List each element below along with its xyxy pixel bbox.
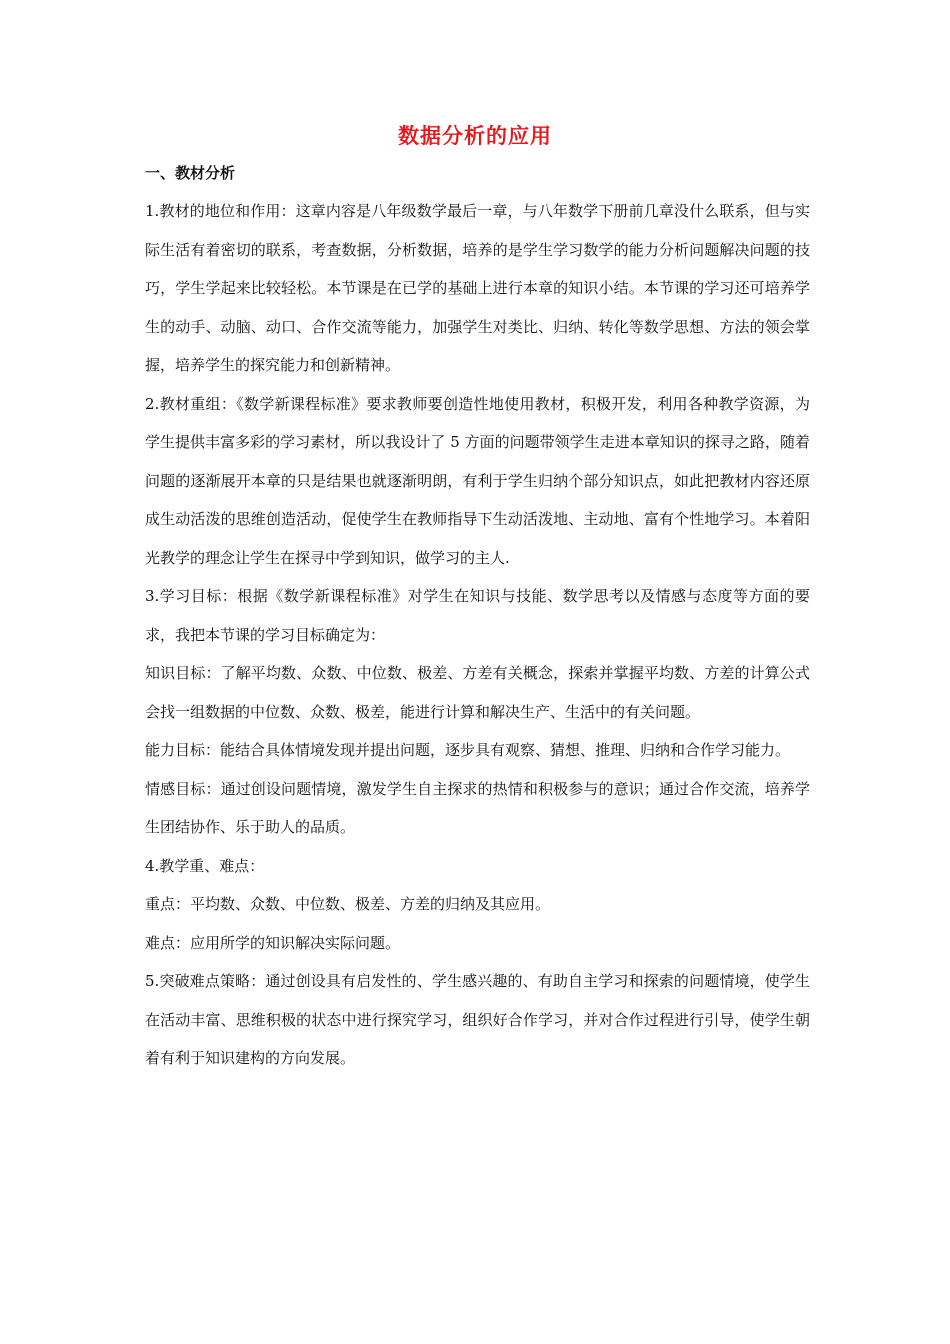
- paragraph-learning-goals: 3.学习目标：根据《数学新课程标准》对学生在知识与技能、数学思考以及情感与态度等方面的要求，我把本节课的学习目标确定为：: [145, 587, 810, 644]
- paragraph-ability-goal: 能力目标：能结合具体情境发现并提出问题，逐步具有观察、猜想、推理、归纳和合作学习能力。: [145, 741, 791, 759]
- document-body: [145, 158, 810, 1078]
- paragraph-key-points-heading: 4.教学重、难点：: [145, 856, 265, 875]
- document-title: 数据分析的应用: [398, 124, 552, 148]
- paragraph-difficult-point: 难点：应用所学的知识解决实际问题。: [145, 933, 401, 952]
- paragraph-key-point: 重点：平均数、众数、中位数、极差、方差的归纳及其应用。: [145, 895, 551, 913]
- paragraph-material-reorganization: 2.教材重组：《数学新课程标准》要求教师要创造性地使用教材，积极开发，利用各种教学资源，为学生提供丰富多彩的学习素材，所以我设计了 5 方面的问题带领学生走进本章知识的探寻之路，随着问题的逐渐展开本章的只是结果也就逐渐明朗，有利于学生归纳个部分知识点，如此把教材内容还原成生动活泼的思维创造活动，促使学生在教师指导下生动活泼地、主动地、富有个性地学习。本着阳光教学的理念让学生在探寻中学到知识，做学习的主人.: [145, 394, 810, 567]
- paragraph-strategy: 5.突破难点策略：通过创设具有启发性的、学生感兴趣的、有助自主学习和探索的问题情境，使学生在活动丰富、思维积极的状态中进行探究学习，组织好合作学习，并对合作过程进行引导，使学生朝着有利于知识建构的方向发展。: [145, 972, 810, 1067]
- paragraph-knowledge-goal: 知识目标：了解平均数、众数、中位数、极差、方差有关概念，探索并掌握平均数、方差的计算公式会找一组数据的中位数、众数、极差，能进行计算和解决生产、生活中的有关问题。: [145, 664, 810, 721]
- paragraph-role-of-material: 1.教材的地位和作用：这章内容是八年级数学最后一章，与八年数学下册前几章没什么联系，但与实际生活有着密切的联系，考查数据，分析数据，培养的是学生学习数学的能力分析问题解决问题的技巧，学生学起来比较轻松。本节课是在已学的基础上进行本章的知识小结。本节课的学习还可培养学生的动手、动脑、动口、合作交流等能力，加强学生对类比、归纳、转化等数学思想、方法的领会掌握，培养学生的探究能力和创新精神。: [145, 202, 810, 374]
- paragraph-emotion-goal: 情感目标：通过创设问题情境，激发学生自主探求的热情和积极参与的意识；通过合作交流，培养学生团结协作、乐于助人的品质。: [145, 779, 810, 836]
- section-heading: 一、教材分析: [145, 164, 236, 182]
